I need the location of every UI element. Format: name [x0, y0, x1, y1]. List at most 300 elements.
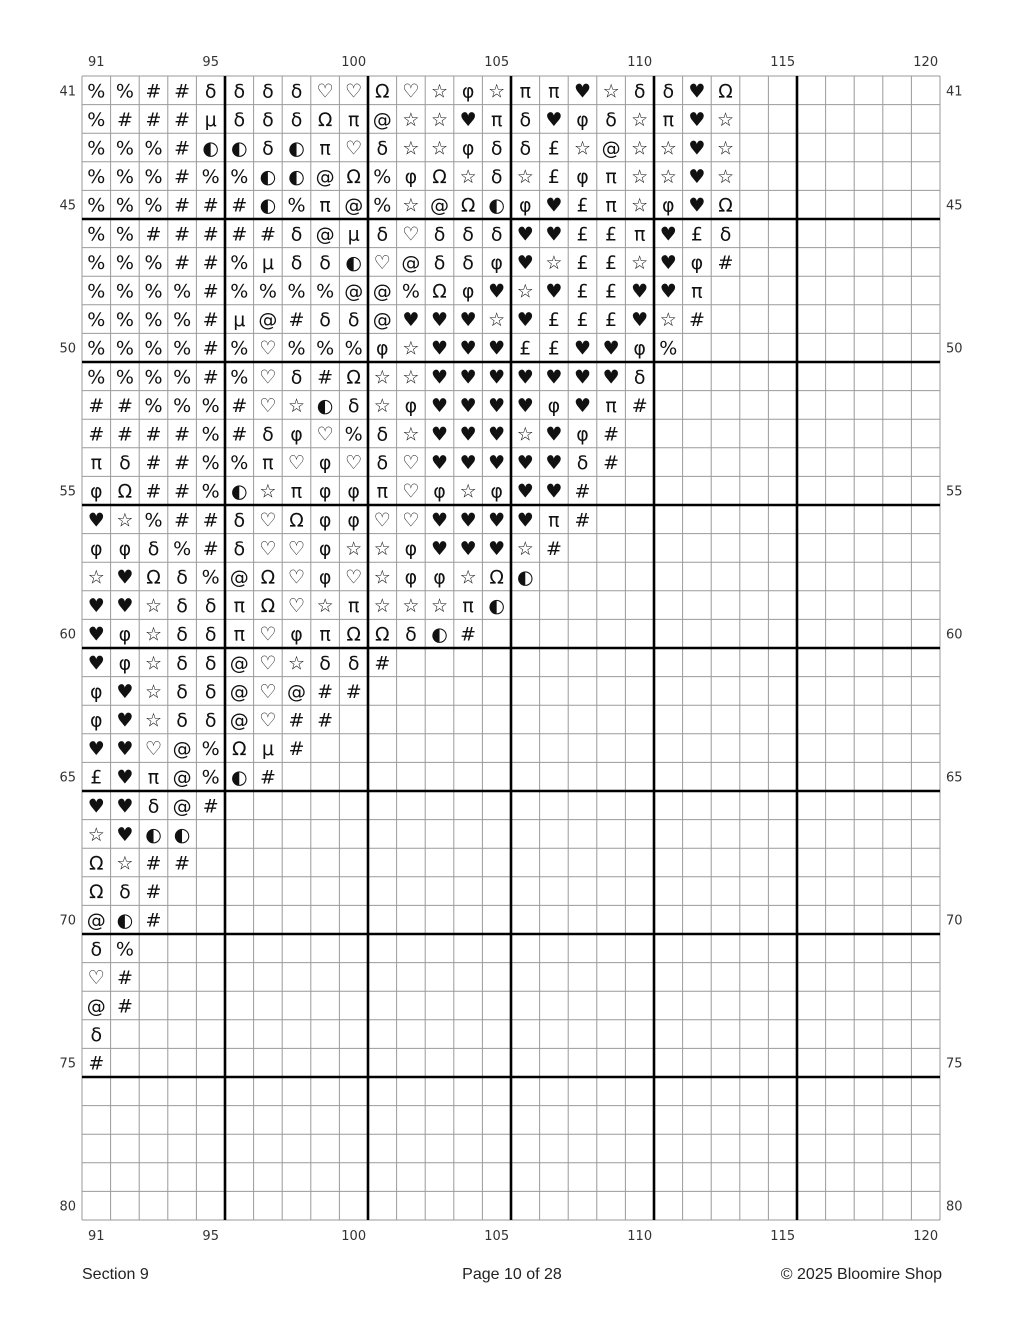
stitch-symbol: δ	[119, 881, 131, 904]
stitch-symbol: π	[290, 480, 303, 503]
stitch-symbol: ♥	[602, 337, 620, 360]
stitch-symbol: @	[229, 680, 249, 703]
stitch-symbol: ☆	[430, 108, 449, 131]
stitch-symbol: #	[88, 1052, 105, 1075]
stitch-symbol: #	[145, 452, 162, 475]
stitch-symbol: ♡	[345, 137, 363, 160]
stitch-symbol: %	[230, 251, 249, 274]
stitch-symbol: %	[201, 480, 220, 503]
stitch-symbol: ◐	[259, 194, 277, 217]
stitch-symbol: δ	[204, 623, 217, 646]
stitch-symbol: #	[174, 480, 191, 503]
stitch-symbol: %	[115, 194, 134, 217]
stitch-symbol: δ	[147, 537, 160, 560]
stitch-symbol: ♥	[516, 223, 534, 246]
stitch-symbol: £	[576, 251, 589, 274]
row-number-label: 65	[946, 770, 963, 786]
stitch-symbol: %	[173, 309, 192, 332]
stitch-symbol: ♥	[430, 309, 449, 332]
stitch-symbol: ♥	[87, 595, 105, 618]
stitch-symbol: %	[201, 423, 220, 446]
stitch-symbol: δ	[605, 108, 617, 131]
stitch-symbol: @	[229, 652, 249, 675]
stitch-symbol: ♡	[259, 623, 277, 646]
stitch-symbol: ☆	[402, 194, 420, 217]
stitch-symbol: δ	[90, 1024, 103, 1047]
stitch-symbol: ♥	[459, 337, 477, 360]
stitch-symbol: φ	[290, 623, 303, 646]
stitch-symbol: £	[576, 194, 589, 217]
stitch-symbol: #	[174, 223, 191, 246]
stitch-symbol: %	[87, 280, 106, 303]
stitch-symbol: #	[145, 80, 162, 103]
stitch-symbol: %	[115, 80, 134, 103]
stitch-symbol: φ	[633, 337, 646, 360]
stitch-symbol: φ	[404, 394, 418, 417]
stitch-symbol: π	[376, 480, 389, 503]
column-number-label: 105	[484, 1229, 510, 1244]
stitch-symbol: φ	[118, 623, 132, 646]
stitch-symbol: π	[605, 194, 617, 217]
stitch-symbol: ♥	[116, 738, 134, 761]
stitch-symbol: ☆	[631, 108, 649, 131]
stitch-symbol: %	[201, 394, 220, 417]
stitch-symbol: ☆	[659, 137, 677, 160]
stitch-symbol: Ω	[375, 623, 390, 646]
stitch-symbol: Ω	[432, 166, 447, 189]
stitch-symbol: %	[115, 366, 134, 389]
stitch-symbol: #	[231, 423, 248, 446]
stitch-symbol: φ	[433, 566, 446, 589]
stitch-symbol: δ	[319, 652, 331, 675]
stitch-symbol: %	[201, 166, 220, 189]
stitch-symbol: @	[229, 566, 249, 589]
stitch-symbol: ◐	[316, 394, 334, 417]
column-number-label: 120	[913, 55, 939, 70]
stitch-symbol: ♥	[87, 623, 105, 646]
stitch-symbol: ♥	[688, 80, 706, 103]
stitch-symbol: ☆	[144, 652, 163, 675]
stitch-symbol: ◐	[231, 766, 248, 789]
stitch-symbol: φ	[90, 537, 103, 560]
stitch-symbol: #	[231, 223, 248, 246]
stitch-symbol: Ω	[432, 280, 447, 303]
stitch-symbol: π	[462, 595, 474, 618]
stitch-symbol: Ω	[317, 108, 333, 131]
stitch-symbol: δ	[462, 223, 474, 246]
row-number-label: 60	[946, 627, 963, 643]
stitch-symbol: ♡	[345, 566, 363, 589]
stitch-symbol: ☆	[402, 595, 420, 618]
stitch-symbol: ◐	[345, 251, 362, 274]
stitch-symbol: %	[230, 452, 249, 475]
stitch-symbol: ☆	[602, 80, 620, 103]
stitch-symbol: #	[345, 680, 362, 703]
stitch-symbol: Ω	[346, 366, 361, 389]
stitch-symbol: δ	[319, 309, 331, 332]
stitch-symbol: #	[174, 166, 191, 189]
stitch-symbol: ☆	[516, 166, 534, 189]
stitch-symbol: #	[317, 680, 334, 703]
stitch-symbol: π	[319, 623, 331, 646]
stitch-symbol: £	[605, 251, 618, 274]
stitch-symbol: ☆	[316, 595, 334, 618]
stitch-symbol: £	[605, 223, 618, 246]
stitch-symbol: #	[174, 251, 191, 274]
stitch-symbol: ♡	[373, 509, 391, 532]
row-number-label: 55	[946, 484, 963, 500]
stitch-symbol: ☆	[373, 595, 391, 618]
stitch-symbol: ♥	[116, 795, 134, 818]
stitch-symbol: %	[173, 280, 192, 303]
stitch-symbol: %	[344, 423, 363, 446]
stitch-symbol: %	[373, 194, 392, 217]
stitch-symbol: φ	[318, 509, 332, 532]
stitch-symbol: δ	[176, 566, 188, 589]
stitch-symbol: #	[574, 480, 591, 503]
stitch-symbol: ☆	[116, 852, 134, 875]
stitch-symbol: #	[460, 623, 477, 646]
stitch-symbol: π	[233, 623, 246, 646]
stitch-symbol: ☆	[716, 166, 735, 189]
stitch-symbol: ☆	[87, 566, 105, 589]
stitch-symbol: ☆	[402, 337, 420, 360]
stitch-symbol: ☆	[459, 166, 477, 189]
stitch-symbol: @	[372, 280, 392, 303]
stitch-symbol: δ	[262, 108, 274, 131]
stitch-symbol: ☆	[116, 509, 134, 532]
stitch-symbol: %	[144, 251, 163, 274]
stitch-symbol: ☆	[373, 566, 391, 589]
stitch-symbol: ☆	[659, 309, 677, 332]
stitch-symbol: ♥	[430, 452, 449, 475]
stitch-symbol: Ω	[375, 80, 390, 103]
stitch-symbol: ♡	[402, 480, 420, 503]
stitch-symbol: @	[258, 309, 278, 332]
stitch-symbol: Ω	[289, 509, 304, 532]
stitch-symbol: ♥	[488, 394, 506, 417]
stitch-symbol: @	[430, 194, 449, 217]
stitch-symbol: @	[372, 108, 392, 131]
stitch-symbol: π	[490, 108, 503, 131]
stitch-symbol: #	[116, 108, 133, 131]
stitch-symbol: μ	[233, 309, 246, 332]
stitch-symbol: %	[87, 108, 106, 131]
stitch-symbol: #	[603, 452, 620, 475]
stitch-symbol: δ	[347, 309, 360, 332]
row-number-label: 65	[59, 770, 76, 786]
stitch-symbol: φ	[318, 566, 332, 589]
stitch-symbol: #	[174, 852, 191, 875]
stitch-symbol: ☆	[545, 251, 563, 274]
stitch-symbol: Ω	[718, 80, 733, 103]
stitch-symbol: π	[633, 223, 646, 246]
stitch-symbol: ♥	[430, 337, 449, 360]
stitch-symbol: ☆	[144, 623, 163, 646]
stitch-symbol: @	[229, 709, 249, 732]
stitch-symbol: ♥	[459, 423, 477, 446]
stitch-symbol: #	[259, 223, 276, 246]
stitch-symbol: ♥	[430, 537, 449, 560]
stitch-symbol: ♥	[516, 309, 534, 332]
stitch-symbol: δ	[119, 452, 131, 475]
stitch-symbol: δ	[176, 595, 188, 618]
stitch-symbol: ☆	[631, 251, 649, 274]
row-number-label: 70	[59, 913, 76, 929]
stitch-symbol: ☆	[287, 652, 306, 675]
stitch-symbol: %	[316, 280, 335, 303]
stitch-symbol: ♡	[259, 709, 277, 732]
stitch-symbol: φ	[318, 480, 332, 503]
stitch-symbol: δ	[290, 366, 303, 389]
stitch-symbol: δ	[204, 680, 217, 703]
stitch-symbol: δ	[376, 137, 389, 160]
stitch-symbol: ◐	[288, 137, 305, 160]
stitch-symbol: π	[319, 137, 331, 160]
stitch-symbol: #	[202, 795, 219, 818]
stitch-symbol: δ	[633, 80, 646, 103]
stitch-symbol: Ω	[346, 166, 361, 189]
stitch-symbol: δ	[147, 795, 160, 818]
stitch-symbol: ☆	[716, 137, 735, 160]
stitch-symbol: ♡	[144, 738, 163, 761]
stitch-symbol: @	[172, 766, 192, 789]
stitch-symbol: %	[115, 251, 134, 274]
stitch-symbol: %	[87, 251, 106, 274]
stitch-symbol: ◐	[431, 623, 448, 646]
section-label: Section 9	[82, 1266, 149, 1283]
stitch-symbol: φ	[433, 480, 446, 503]
stitch-symbol: φ	[404, 166, 418, 189]
stitch-symbol: ♡	[287, 452, 306, 475]
stitch-symbol: ♥	[430, 423, 449, 446]
stitch-symbol: Ω	[232, 738, 247, 761]
stitch-symbol: ♥	[545, 366, 563, 389]
stitch-symbol: £	[547, 137, 560, 160]
row-number-label: 55	[59, 484, 76, 500]
stitch-symbol: %	[144, 366, 163, 389]
stitch-symbol: ♡	[259, 537, 277, 560]
stitch-symbol: ♥	[87, 652, 105, 675]
stitch-symbol: %	[115, 166, 134, 189]
stitch-symbol: ☆	[373, 394, 391, 417]
stitch-symbol: π	[233, 595, 246, 618]
stitch-symbol: %	[87, 166, 106, 189]
stitch-symbol: φ	[90, 480, 103, 503]
stitch-symbol: £	[690, 223, 703, 246]
stitch-symbol: #	[717, 251, 734, 274]
stitch-symbol: ♥	[459, 394, 477, 417]
stitch-symbol: ♥	[631, 280, 649, 303]
column-number-label: 115	[770, 1229, 796, 1244]
stitch-symbol: π	[147, 766, 160, 789]
stitch-symbol: ♡	[345, 80, 363, 103]
stitch-symbol: #	[116, 394, 133, 417]
stitch-symbol: ♥	[116, 709, 134, 732]
stitch-symbol: φ	[90, 709, 103, 732]
stitch-symbol: ♥	[545, 280, 563, 303]
stitch-symbol: φ	[461, 280, 475, 303]
stitch-symbol: ♥	[430, 394, 449, 417]
column-number-label: 91	[88, 55, 105, 70]
stitch-symbol: δ	[233, 80, 246, 103]
stitch-symbol: δ	[204, 709, 217, 732]
stitch-symbol: φ	[576, 423, 589, 446]
stitch-symbol: ♥	[488, 423, 506, 446]
row-number-label: 75	[946, 1056, 963, 1072]
stitch-symbol: δ	[347, 652, 360, 675]
stitch-symbol: %	[144, 166, 163, 189]
stitch-symbol: %	[287, 194, 306, 217]
stitch-symbol: @	[172, 738, 192, 761]
stitch-symbol: ♥	[545, 223, 563, 246]
stitch-symbol: ♥	[688, 108, 706, 131]
stitch-symbol: #	[288, 309, 305, 332]
stitch-symbol: %	[173, 537, 192, 560]
stitch-symbol: ♡	[259, 337, 277, 360]
stitch-symbol: ☆	[144, 595, 163, 618]
stitch-symbol: φ	[118, 652, 132, 675]
stitch-symbol: ◐	[259, 166, 277, 189]
stitch-symbol: δ	[290, 108, 303, 131]
stitch-symbol: ♥	[516, 480, 534, 503]
page-number: Page 10 of 28	[462, 1266, 562, 1283]
stitch-symbol: Ω	[117, 480, 133, 503]
stitch-symbol: %	[201, 738, 220, 761]
stitch-symbol: %	[144, 137, 163, 160]
stitch-symbol: #	[145, 223, 162, 246]
stitch-symbol: ♥	[573, 394, 592, 417]
stitch-symbol: #	[603, 423, 620, 446]
stitch-symbol: %	[115, 223, 134, 246]
stitch-symbol: ♥	[688, 166, 706, 189]
stitch-symbol: π	[662, 108, 675, 131]
stitch-symbol: £	[576, 309, 589, 332]
stitch-symbol: π	[548, 509, 560, 532]
stitch-symbol: ♥	[459, 309, 477, 332]
stitch-symbol: %	[401, 280, 420, 303]
row-number-label: 60	[59, 627, 76, 643]
stitch-symbol: %	[144, 337, 163, 360]
stitch-symbol: δ	[176, 623, 188, 646]
stitch-symbol: ♡	[402, 452, 420, 475]
stitch-symbol: π	[90, 452, 103, 475]
stitch-symbol: %	[87, 223, 106, 246]
column-number-label: 115	[770, 55, 796, 70]
stitch-symbol: ☆	[631, 137, 649, 160]
stitch-symbol: Ω	[460, 194, 476, 217]
stitch-symbol: #	[145, 909, 162, 932]
stitch-symbol: π	[347, 108, 360, 131]
stitch-symbol: δ	[633, 366, 646, 389]
row-number-label: 50	[946, 341, 963, 357]
stitch-symbol: #	[145, 423, 162, 446]
stitch-symbol: %	[144, 280, 163, 303]
stitch-symbol: %	[115, 137, 134, 160]
stitch-symbol: φ	[461, 137, 475, 160]
stitch-symbol: #	[288, 738, 305, 761]
stitch-symbol: δ	[347, 394, 360, 417]
stitch-symbol: π	[691, 280, 703, 303]
stitch-symbol: μ	[204, 108, 217, 131]
stitch-symbol: ◐	[145, 823, 162, 846]
stitch-symbol: #	[688, 309, 705, 332]
stitch-symbol: £	[519, 337, 532, 360]
stitch-symbol: ♥	[659, 251, 677, 274]
stitch-symbol: δ	[204, 595, 217, 618]
stitch-symbol: μ	[261, 738, 274, 761]
stitch-symbol: π	[262, 452, 274, 475]
stitch-symbol: #	[317, 709, 334, 732]
stitch-symbol: ♡	[259, 394, 277, 417]
stitch-symbol: ♥	[459, 366, 477, 389]
stitch-symbol: £	[576, 280, 589, 303]
stitch-symbol: φ	[347, 480, 360, 503]
stitch-symbol: ♥	[488, 452, 506, 475]
stitch-symbol: %	[230, 280, 249, 303]
stitch-symbol: ☆	[459, 566, 477, 589]
stitch-symbol: #	[174, 108, 191, 131]
stitch-symbol: δ	[262, 423, 274, 446]
stitch-symbol: £	[605, 309, 618, 332]
stitch-symbol: Ω	[89, 881, 104, 904]
stitch-symbol: ☆	[87, 823, 105, 846]
stitch-symbol: ♥	[488, 366, 506, 389]
stitch-symbol: δ	[319, 251, 331, 274]
stitch-symbol: #	[231, 194, 248, 217]
stitch-symbol: μ	[347, 223, 360, 246]
stitch-symbol: ♡	[402, 509, 420, 532]
stitch-symbol: %	[230, 366, 249, 389]
row-number-label: 41	[946, 84, 963, 100]
stitch-symbol: φ	[662, 194, 675, 217]
stitch-symbol: ☆	[345, 537, 363, 560]
stitch-symbol: #	[202, 194, 219, 217]
stitch-symbol: %	[87, 137, 106, 160]
stitch-symbol: #	[116, 423, 133, 446]
stitch-symbol: δ	[490, 166, 503, 189]
stitch-symbol: Ω	[260, 595, 276, 618]
stitch-symbol: Ω	[489, 566, 504, 589]
stitch-symbol: φ	[376, 337, 389, 360]
stitch-symbol: ♥	[116, 823, 134, 846]
stitch-symbol: δ	[462, 251, 474, 274]
stitch-symbol: ◐	[231, 137, 248, 160]
stitch-symbol: ☆	[287, 394, 306, 417]
stitch-symbol: ♥	[516, 452, 534, 475]
stitch-symbol: ☆	[430, 80, 449, 103]
stitch-symbol: ♥	[87, 738, 105, 761]
stitch-symbol: #	[174, 452, 191, 475]
stitch-symbol: #	[88, 394, 105, 417]
stitch-symbol: @	[86, 995, 106, 1018]
stitch-symbol: ☆	[716, 108, 735, 131]
stitch-symbol: #	[202, 509, 219, 532]
stitch-symbol: ◐	[116, 909, 134, 932]
stitch-symbol: ♡	[345, 452, 363, 475]
stitch-symbol: @	[344, 280, 364, 303]
stitch-symbol: ◐	[202, 137, 219, 160]
stitch-symbol: ♥	[430, 509, 449, 532]
row-number-label: 50	[59, 341, 76, 357]
stitch-symbol: ♡	[259, 366, 277, 389]
stitch-symbol: ♥	[459, 452, 477, 475]
column-number-label: 100	[341, 1229, 367, 1244]
stitch-symbol: δ	[233, 108, 246, 131]
stitch-symbol: ♥	[545, 423, 563, 446]
stitch-symbol: φ	[519, 194, 532, 217]
stitch-symbol: #	[116, 995, 133, 1018]
